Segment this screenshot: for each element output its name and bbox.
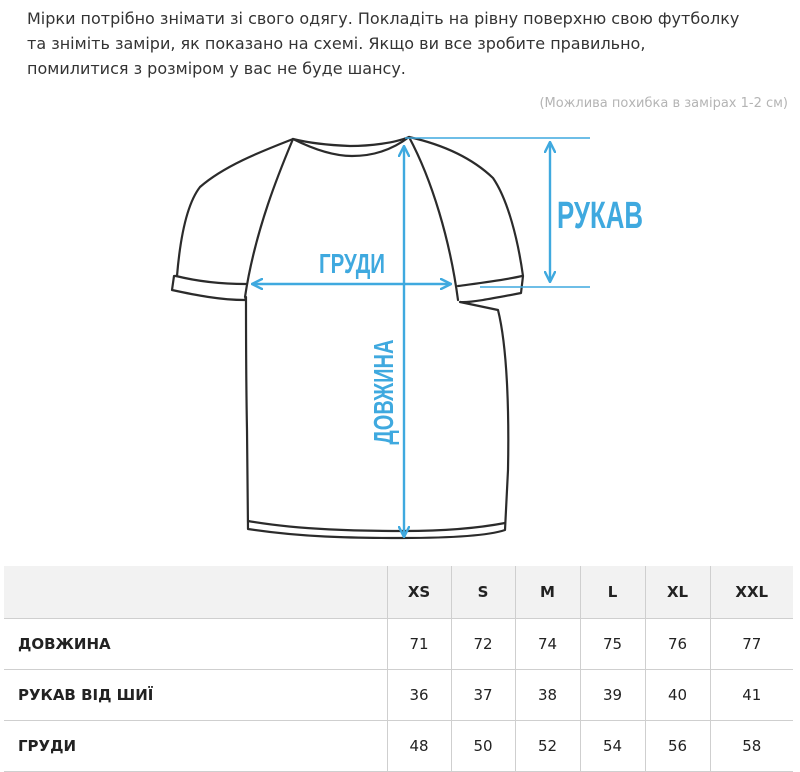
table-cell: 72 bbox=[451, 619, 515, 670]
column-header-size: XXL bbox=[710, 566, 793, 619]
length-label: ДОВЖИНА bbox=[368, 297, 399, 445]
row-label-chest: ГРУДИ bbox=[4, 721, 387, 772]
table-row bbox=[4, 670, 793, 721]
table-header-row bbox=[4, 566, 793, 619]
table-cell: 54 bbox=[580, 721, 645, 772]
measurement-error-note: (Можлива похибка в замірах 1-2 см) bbox=[539, 96, 788, 111]
chest-label: ГРУДИ bbox=[319, 248, 385, 279]
intro-line: помилитися з розміром у вас не буде шансу. bbox=[27, 59, 406, 78]
table-row bbox=[4, 721, 793, 772]
sleeve-label: РУКАВ bbox=[557, 195, 643, 237]
size-chart-table bbox=[4, 566, 793, 772]
column-header-size: M bbox=[515, 566, 580, 619]
tshirt-outline bbox=[172, 137, 523, 538]
table-cell: 74 bbox=[515, 619, 580, 670]
table-cell: 58 bbox=[710, 721, 793, 772]
table-cell: 50 bbox=[451, 721, 515, 772]
table-cell: 36 bbox=[387, 670, 451, 721]
intro-line: Мірки потрібно знімати зі свого одягу. Покладіть на рівну поверхню свою футболку bbox=[27, 9, 740, 28]
table-cell: 71 bbox=[387, 619, 451, 670]
column-header-size: S bbox=[451, 566, 515, 619]
table-cell: 41 bbox=[710, 670, 793, 721]
table-cell: 39 bbox=[580, 670, 645, 721]
table-cell: 77 bbox=[710, 619, 793, 670]
intro-line: та зніміть заміри, як показано на схемі. Якщо ви все зробите правильно, bbox=[27, 34, 646, 53]
table-cell: 56 bbox=[645, 721, 710, 772]
table-cell: 48 bbox=[387, 721, 451, 772]
table-row bbox=[4, 619, 793, 670]
table-cell: 52 bbox=[515, 721, 580, 772]
table-header-corner bbox=[4, 566, 387, 619]
table-cell: 75 bbox=[580, 619, 645, 670]
table-cell: 76 bbox=[645, 619, 710, 670]
table-cell: 40 bbox=[645, 670, 710, 721]
column-header-size: L bbox=[580, 566, 645, 619]
column-header-size: XS bbox=[387, 566, 451, 619]
column-header-size: XL bbox=[645, 566, 710, 619]
row-label-sleeve: РУКАВ ВІД ШИЇ bbox=[4, 670, 387, 721]
table-cell: 37 bbox=[451, 670, 515, 721]
table-cell: 38 bbox=[515, 670, 580, 721]
row-label-length: ДОВЖИНА bbox=[4, 619, 387, 670]
